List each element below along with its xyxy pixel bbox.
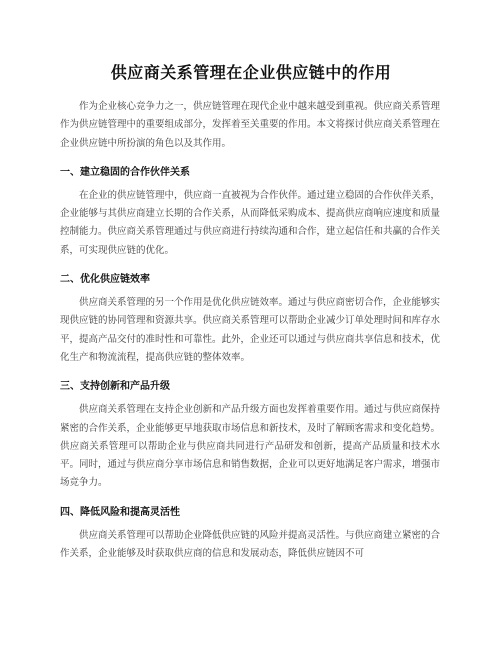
- section-heading-3: 三、支持创新和产品升级: [60, 381, 170, 393]
- section-paragraph-3: 供应商关系管理在支持企业创新和产品升级方面也发挥着重要作用。通过与供应商保持紧密的合作关系，企业能够更早地获取市场信息和新技术，及时了解顾客需求和变化趋势。供应商关系管理可以帮助企业与供应商共同进行产品研发和创新，提高产品质量和技术水平。同时，通过与供应商分享市场信息和销售数据，企业可以更好地满足客户需求，增强市场竞争力。: [60, 404, 441, 489]
- section-heading-1: 一、建立稳固的合作伙伴关系: [60, 166, 190, 178]
- intro-paragraph: 作为企业核心竞争力之一，供应链管理在现代企业中越来越受到重视。供应商关系管理作为供应链管理中的重要组成部分，发挥着至关重要的作用。本文将探讨供应商关系管理在企业供应链中所扮演的角色以及其作用。: [60, 101, 441, 149]
- section-heading-2: 二、优化供应链效率: [60, 274, 150, 286]
- page-title: 供应商关系管理在企业供应链中的作用: [110, 63, 392, 82]
- document-body: [60, 98, 440, 563]
- section-heading-4: 四、降低风险和提高灵活性: [60, 506, 180, 518]
- section-paragraph-4: 供应商关系管理可以帮助企业降低供应链的风险并提高灵活性。与供应商建立紧密的合作关系，企业能够及时获取供应商的信息和发展动态，降低供应链因不可: [60, 529, 441, 560]
- section-paragraph-2: 供应商关系管理的另一个作用是优化供应链效率。通过与供应商密切合作，企业能够实现供应链的协同管理和资源共享。供应商关系管理可以帮助企业减少订单处理时间和库存水平，提高产品交付的准时性和可靠性。此外，企业还可以通过与供应商共享信息和技术，优化生产和物流流程，提高供应链的整体效率。: [60, 297, 441, 363]
- section-paragraph-1: 在企业的供应链管理中，供应商一直被视为合作伙伴。通过建立稳固的合作伙伴关系，企业能够与其供应商建立长期的合作关系，从而降低采购成本、提高供应商响应速度和质量控制能力。供应商关系管理通过与供应商进行持续沟通和合作，建立起信任和共赢的合作关系，可实现供应链的优化。: [60, 189, 441, 256]
